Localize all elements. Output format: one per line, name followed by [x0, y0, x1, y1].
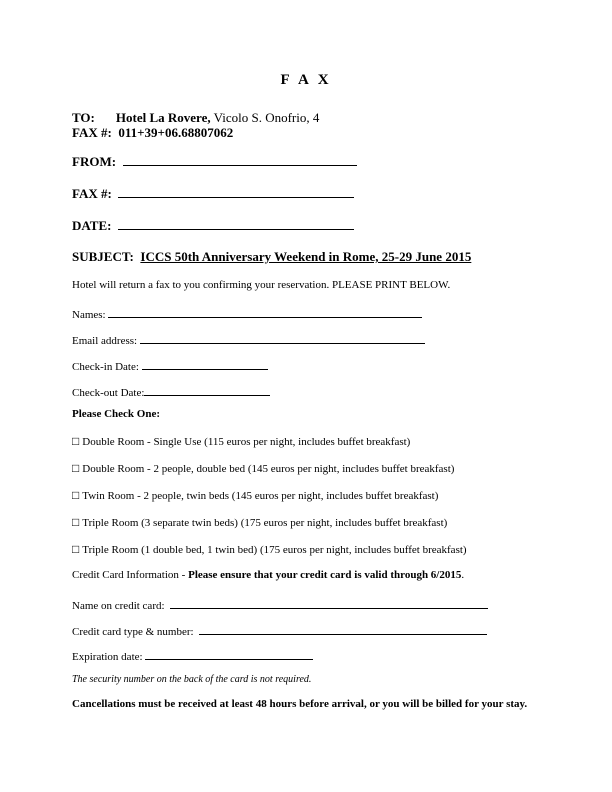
from-field [72, 153, 357, 170]
hotel-fax-label: FAX #: [72, 125, 112, 140]
checkbox-icon[interactable]: □ [72, 434, 80, 448]
names-input-line[interactable] [108, 305, 422, 318]
to-label: TO: [72, 110, 95, 125]
card-type-input-line[interactable] [199, 622, 487, 635]
checkin-field [72, 357, 268, 373]
subject-line [72, 249, 471, 265]
hotel-fax-number: 011+39+06.68807062 [118, 125, 234, 140]
sender-fax-field [72, 185, 354, 202]
card-name-field [72, 596, 488, 612]
credit-card-label: Credit Card Information - [72, 569, 189, 581]
checkout-input-line[interactable] [144, 383, 270, 396]
email-field [72, 331, 425, 347]
security-note: The security number on the back of the card is not required. [72, 674, 312, 685]
date-label: DATE: [72, 218, 112, 233]
sender-fax-input-line[interactable] [118, 185, 354, 198]
sender-fax-label: FAX #: [72, 186, 112, 201]
credit-card-info [72, 569, 464, 581]
check-one-heading: Please Check One: [72, 408, 160, 420]
checkbox-icon[interactable]: □ [72, 488, 80, 502]
room-option-label: Triple Room (1 double bed, 1 twin bed) (175 euros per night, includes buffet breakfast) [82, 544, 467, 556]
cancellation-policy: Cancellations must be received at least 48 hours before arrival, or you will be billed for your stay. [72, 698, 528, 710]
checkin-input-line[interactable] [142, 357, 268, 370]
hotel-name: Hotel La Rovere, [115, 110, 211, 125]
date-field [72, 217, 354, 234]
card-name-label: Name on credit card: [72, 600, 165, 612]
credit-card-notice: Please ensure that your credit card is valid through 6/2015 [188, 569, 462, 581]
checkout-label: Check-out Date: [72, 387, 145, 399]
expiration-label: Expiration date: [72, 651, 143, 663]
names-label: Names: [72, 309, 106, 321]
room-option[interactable] [72, 542, 467, 557]
hotel-fax-line [72, 125, 233, 141]
room-option[interactable] [72, 488, 438, 503]
room-option[interactable] [72, 515, 447, 530]
hotel-address: Vicolo S. Onofrio, 4 [210, 110, 320, 125]
email-input-line[interactable] [140, 331, 425, 344]
room-option[interactable] [72, 461, 454, 476]
subject-text: ICCS 50th Anniversary Weekend in Rome, 25-29 June 2015 [140, 249, 472, 264]
checkbox-icon[interactable]: □ [72, 515, 80, 529]
checkin-label: Check-in Date: [72, 361, 139, 373]
checkbox-icon[interactable]: □ [72, 461, 80, 475]
instructions: Hotel will return a fax to you confirming your reservation. PLEASE PRINT BELOW. [72, 279, 451, 291]
card-type-label: Credit card type & number: [72, 626, 194, 638]
subject-label: SUBJECT: [72, 249, 134, 264]
date-input-line[interactable] [118, 217, 354, 230]
room-option-label: Twin Room - 2 people, twin beds (145 euros per night, includes buffet breakfast) [82, 490, 439, 502]
fax-title: F A X [280, 72, 332, 88]
names-field [72, 305, 422, 321]
room-option-label: Double Room - Single Use (115 euros per night, includes buffet breakfast) [82, 436, 411, 448]
expiration-field [72, 647, 313, 663]
from-label: FROM: [72, 154, 117, 169]
credit-card-notice-end: . [461, 569, 465, 581]
room-option[interactable] [72, 434, 410, 449]
card-name-input-line[interactable] [170, 596, 488, 609]
checkout-field [72, 383, 270, 399]
checkbox-icon[interactable]: □ [72, 542, 80, 556]
expiration-input-line[interactable] [145, 647, 313, 660]
card-type-field [72, 622, 487, 638]
from-input-line[interactable] [123, 153, 357, 166]
to-line [72, 110, 319, 126]
email-label: Email address: [72, 335, 138, 347]
room-option-label: Double Room - 2 people, double bed (145 euros per night, includes buffet breakfast) [82, 463, 455, 475]
room-option-label: Triple Room (3 separate twin beds) (175 euros per night, includes buffet breakfast) [82, 517, 448, 529]
